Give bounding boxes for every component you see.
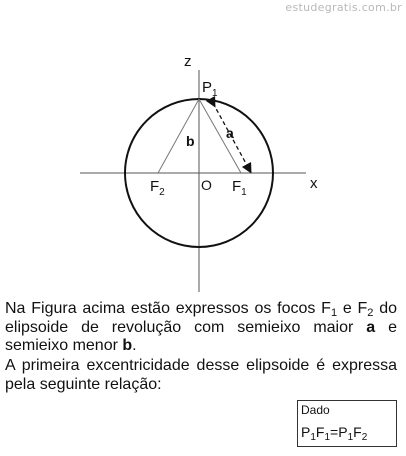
f1-label: $F_1$	[232, 178, 247, 198]
given-data-box	[297, 400, 397, 447]
p1-label: $P_1$	[202, 79, 218, 99]
question-text: A primeira excentricidade desse elipsoide é expressa pela seguinte relação:	[5, 357, 397, 393]
semi-minor-label: b	[186, 133, 195, 149]
origin-label: O	[201, 177, 212, 193]
z-axis-label: z	[184, 53, 192, 70]
given-relation: $P_1F_1=P_1F_2$	[301, 424, 368, 443]
given-title: Dado	[301, 403, 330, 417]
segment-p1-f1	[199, 99, 241, 173]
semi-major-label: a	[226, 125, 234, 141]
f2-label: $F_2$	[150, 178, 165, 198]
site-watermark: estudegratis.com.br	[285, 1, 402, 14]
problem-statement: Na Figura acima estão expressos os focos $F_1$ e $F_2$ do elipsoide de revolução com semieixo maior a e semieixo menor b.	[5, 300, 397, 354]
x-axis-label: x	[310, 175, 318, 192]
